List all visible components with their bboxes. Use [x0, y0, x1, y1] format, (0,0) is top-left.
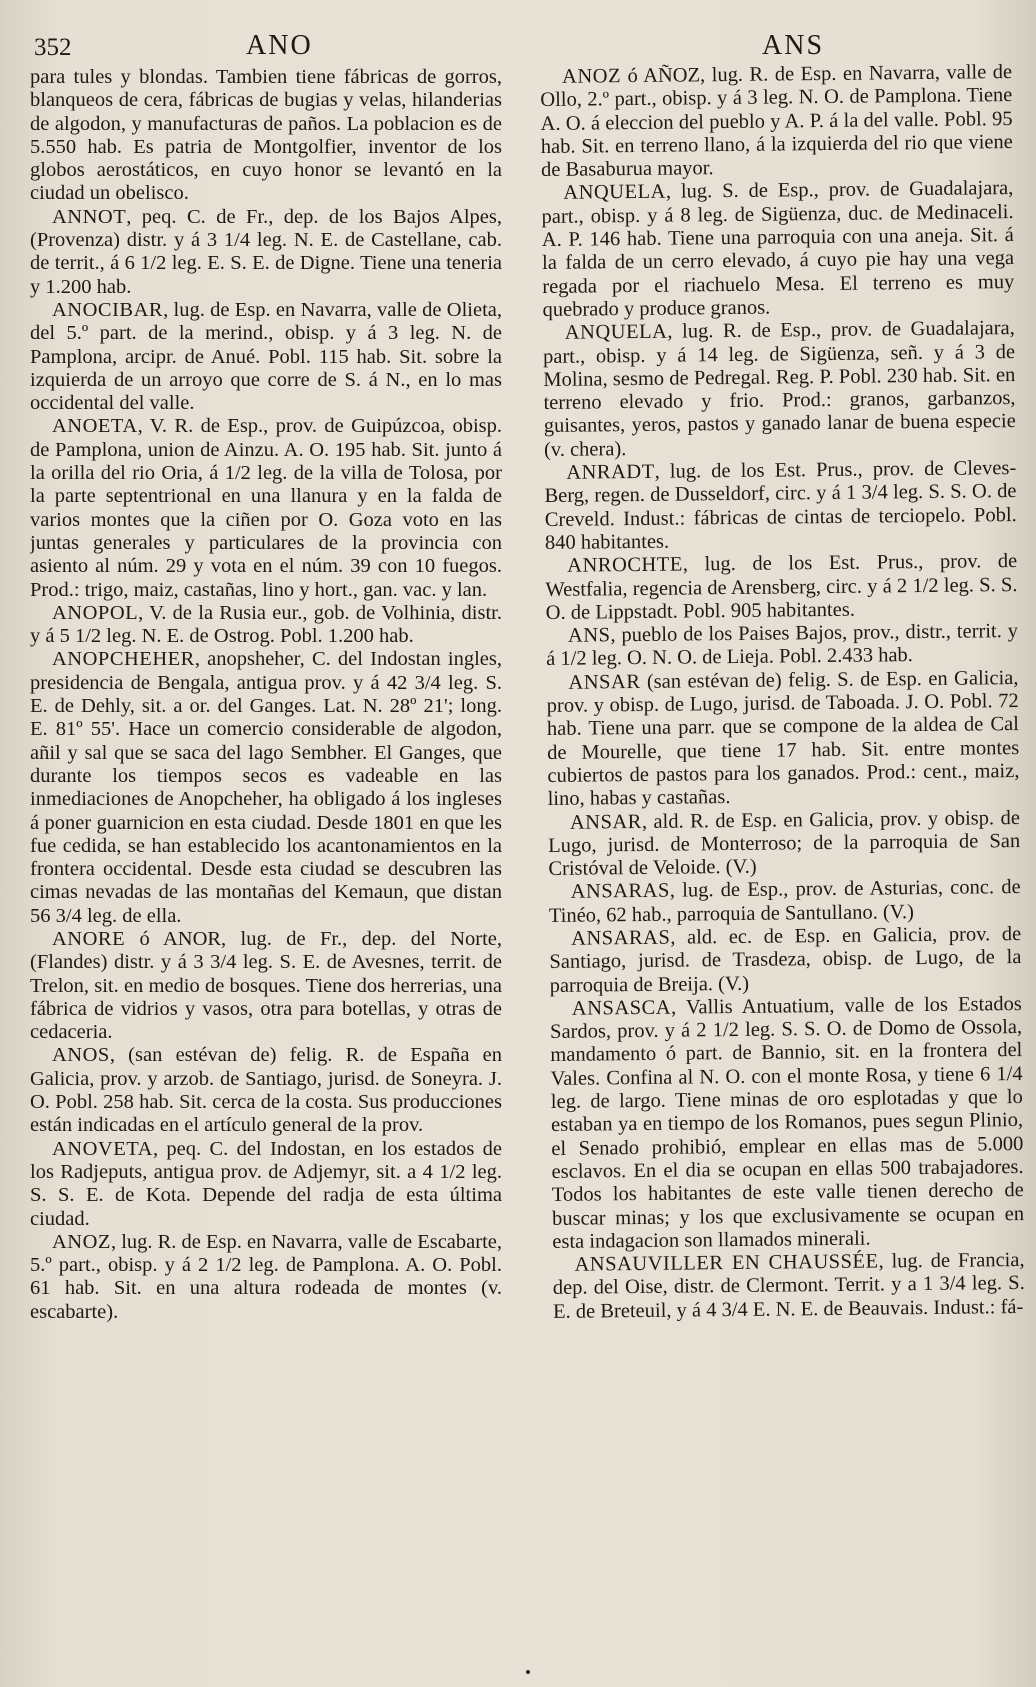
entry-headword: ANORE: [52, 927, 126, 950]
dictionary-entry: [541, 178, 1014, 323]
entry-headword: ANOCIBAR: [52, 298, 164, 321]
entry-text: , lug. de los Est. Prus., prov. de Cleves-Berg, regen. de Dusseldorf, circ. y á 1 3/4 leg. S. S. O. de Creveld. Indust.: fábricas de cintas de terciopelo. Pobl. 840 habitantes.: [544, 457, 1017, 554]
dictionary-entry: [30, 928, 502, 1044]
dictionary-entry: [30, 299, 502, 415]
running-head-right: ANS: [762, 30, 825, 61]
entry-headword: ANSARAS: [571, 926, 671, 950]
entry-headword: ANQUELA: [563, 181, 667, 205]
entry-text: , lug. de Esp. en Navarra, valle de Olieta, del 5.º part. de la merind., obisp. y á 3 leg. N. de Pamplona, arcipr. de Anué. Pobl. 115 hab. Sit. sobre la izquierda de un arroyo que corre de S. á N., en lo mas occidental del valle.: [30, 298, 502, 415]
entry-text: , Vallis Antuatium, valle de los Estados Sardos, prov. y á 2 1/2 leg. S. S. O. de Domo de Ossola, mandamento ó part. de Bannio, sit. en la frontera del Vales. Confina al N. O. con el monte Rosa, y tiene 6 1/4 leg. de largo. Tiene minas de oro esplotadas y que lo estaban ya en tiempo de los Romanos, pues segun Plinio, el Senado prohibió, emplear en ellas mas de 5.000 esclavos. En el dia se ocupan en ellas 500 trabajadores. Todos los habitantes de este valle tienen derecho de buscar minas; y los que exclusivamente se ocupan en esta indagacion son llamados minerali.: [550, 992, 1025, 1253]
entry-text: , lug. de Francia, dep. del Oise, distr. de Clermont. Territ. y a 1 3/4 leg. S. E. de Breteuil, y á 4 3/4 E. N. E. de Beauvais. Indust.: fá-: [552, 1249, 1025, 1323]
dictionary-entry: [30, 66, 502, 206]
entry-headword: ANROCHTE: [567, 553, 683, 577]
entry-text: , pueblo de los Paises Bajos, prov., distr., territ. y á 1/2 leg. O. N. O. de Lieja. Pobl. 2.433 hab.: [546, 620, 1019, 671]
entry-headword: ANOZ: [52, 1230, 111, 1253]
entry-text: ó ANOR, lug. de Fr., dep. del Norte, (Flandes) distr. y á 3 3/4 leg. S. E. de Avesnes, territ. de Trelon, sit. en medio de bosques. Tiene dos herrerias, una fábrica de vidrios y vasos, otra para botellas, y otras de cedaceria.: [30, 927, 502, 1044]
entry-headword: ANOPCHEHER: [52, 648, 195, 671]
dictionary-entry: [543, 317, 1016, 462]
dictionary-entry: [552, 1249, 1025, 1324]
entry-headword: ANOETA: [52, 415, 138, 438]
entry-text: , peq. C. de Fr., dep. de los Bajos Alpes, (Provenza) distr. y á 3 1/4 leg. N. E. de Castellane, cab. de territ., á 6 1/2 leg. E. S. E. de Digne. Tiene una teneria y 1.200 hab.: [30, 205, 502, 298]
dictionary-entry: [30, 1231, 502, 1324]
dictionary-entry: [30, 648, 502, 928]
entry-headword: ANSAR: [568, 670, 641, 694]
dictionary-entry: [30, 1044, 502, 1137]
entry-text: , lug. S. de Esp., prov. de Guadalajara, part., obisp. y á 8 leg. de Sigüenza, duc. de Medinaceli. A. P. 146 hab. Tiene una parroquia con una aneja. Sit. á la falda de un cerro elevado, á cuyo pie hay una vega regada por el riachuelo Mesa. El terreno es muy quebrado y produce granos.: [541, 177, 1015, 321]
entry-headword: ANQUELA: [564, 320, 668, 345]
entry-text: , ald. R. de Esp. en Galicia, prov. y obisp. de Lugo, jurisd. de Monterroso; de la parroquia de San Cristóval de Veloide. (V.): [548, 806, 1021, 881]
dictionary-entry: [546, 620, 1018, 672]
dictionary-entry: [549, 923, 1022, 998]
entry-text: , V. de la Rusia eur., gob. de Volhinia, distr. y á 5 1/2 leg. N. E. de Ostrog. Pobl. 1.200 hab.: [30, 601, 502, 648]
entry-text: para tules y blondas. Tambien tiene fábricas de gorros, blanqueos de cera, fábricas de bugias y velas, hilanderias de algodon, y manufacturas de paños. La poblacion es de 5.550 hab. Es patria de Montgolfier, inventor de los globos aerostáticos, en cuyo honor se levantó en la ciudad un obelisco.: [30, 66, 502, 205]
dictionary-entry: [540, 61, 1013, 182]
dictionary-entry: [30, 206, 502, 299]
entry-headword: ANSARAS: [570, 880, 670, 904]
entry-headword: ANS: [567, 624, 611, 647]
entry-text: , lug. de los Est. Prus., prov. de Westfalia, regencia de Arensberg, circ. y á 2 1/2 leg. S. S. O. de Lippstadt. Pobl. 905 habitantes.: [545, 550, 1018, 624]
entry-headword: ANRADT: [566, 460, 655, 484]
entry-text: , lug. R. de Esp. en Navarra, valle de Escabarte, 5.º part., obisp. y á 2 1/2 leg. de Pamplona. A. O. Pobl. 61 hab. Sit. en una altura rodeada de montes (v. escabarte).: [30, 1230, 502, 1323]
entry-text: ó AÑOZ, lug. R. de Esp. en Navarra, valle de Ollo, 2.º part., obisp. y á 3 leg. N. O. de Pamplona. Tiene A. O. á eleccion del pueblo y A. P. á la del valle. Pobl. 95 hab. Sit. en terreno llano, á la izquierda del rio que viene de Basaburua mayor.: [540, 61, 1013, 182]
entry-headword: ANOVETA: [52, 1137, 153, 1160]
entry-text: , V. R. de Esp., prov. de Guipúzcoa, obisp. de Pamplona, union de Ainzu. A. O. 195 hab. Sit. junto á la orilla del rio Oria, á 1/2 leg. de la villa de Tolosa, por la parte septentrional en una llanura y en la falda de varios montes que la ciñen por O. Goza voto en las juntas generales y particulares de la provincia con asiento al núm. 29 y vota en el núm. 39 con 10 fuegos. Prod.: trigo, maiz, castañas, lino y hort., gan. vac. y lan.: [30, 415, 502, 601]
dictionary-entry: [546, 667, 1019, 812]
entry-text: , (san estévan de) felig. R. de España en Galicia, prov. y arzob. de Santiago, jurisd. de Soneyra. J. O. Pobl. 258 hab. Sit. cerca de la costa. Sus producciones están indicadas en el artículo general de la prov.: [30, 1044, 502, 1137]
dictionary-entry: [30, 602, 502, 649]
entry-headword: ANSASCA: [571, 996, 672, 1020]
right-column: [540, 61, 1029, 1666]
entry-headword: ANOS: [52, 1044, 110, 1067]
entry-text: , peq. C. del Indostan, en los estados de los Radjeputs, antigua prov. de Adjemyr, sit. a 4 1/2 leg. S. S. E. de Kota. Depende del radja de esta última ciudad.: [30, 1137, 502, 1230]
entry-headword: ANSAR: [569, 810, 643, 834]
running-head-left: ANO: [246, 30, 313, 61]
entry-headword: ANOPOL: [52, 601, 139, 624]
entry-text: (san estévan de) felig. S. de Esp. en Galicia, prov. y obisp. de Lugo, jurisd. de Taboada. J. O. Pobl. 72 hab. Tiene una parr. que se compone de la aldea de Cal de Mourelle, que tiene 17 hab. Sit. entre montes cubiertos de pastos para los ganados. Prod.: cent., maiz, lino, habas y castañas.: [546, 666, 1020, 811]
entry-text: , lug. R. de Esp., prov. de Guadalajara, part., obisp. y á 14 leg. de Sigüenza, señ. y á 3 de Molina, sesmo de Pedregal. Reg. P. Pobl. 230 hab. Sit. en terreno elevado y frio. Prod.: granos, garbanzos, guisantes, yeros, pastos y ganado lanar de buena especie (v. chera).: [542, 317, 1016, 461]
dictionary-entry: [545, 550, 1018, 625]
entry-text: , ald. ec. de Esp. en Galicia, prov. de Santiago, jurisd. de Trasdeza, obisp. de Lugo, de la parroquia de Breija. (V.): [549, 922, 1022, 997]
dictionary-entry: [549, 876, 1021, 928]
entry-headword: ANOZ: [561, 65, 622, 88]
dictionary-entry: [30, 1138, 502, 1231]
dictionary-entry: [544, 457, 1017, 555]
dictionary-entry: [30, 415, 502, 601]
entry-headword: ANSAUVILLER EN CHAUSSÉE: [574, 1250, 879, 1276]
entry-text: , lug. de Esp., prov. de Asturias, conc. de Tinéo, 62 hab., parroquia de Santullano. (V.): [548, 876, 1021, 927]
entry-headword: ANNOT: [52, 205, 127, 228]
left-column: [30, 66, 502, 1666]
entry-text: , anopsheher, C. del Indostan ingles, presidencia de Bengala, antigua prov. y á 42 3/4 leg. S. E. de Dehly, sit. a or. del Ganges. Lat. N. 28º 21'; long. E. 81º 55'. Hace un comercio considerable de algodon, añil y sal que se saca del lago Sembher. El Ganges, que durante los tiempos secos es vadeable en las inmediaciones de Anopcheher, ha obligado á los ingleses á poner guarnicion en esta ciudad. Desde 1801 en que les fue cedida, se han establecido los acantonamientos en la frontera occidental. Desde esta ciudad se descubren las cimas nevadas de las montañas del Kemaun, que distan 56 3/4 leg. de ella.: [30, 648, 502, 927]
dictionary-entry: [548, 807, 1021, 882]
page-dot: [526, 1670, 530, 1674]
dictionary-entry: [550, 993, 1025, 1254]
page-number: 352: [34, 34, 72, 61]
